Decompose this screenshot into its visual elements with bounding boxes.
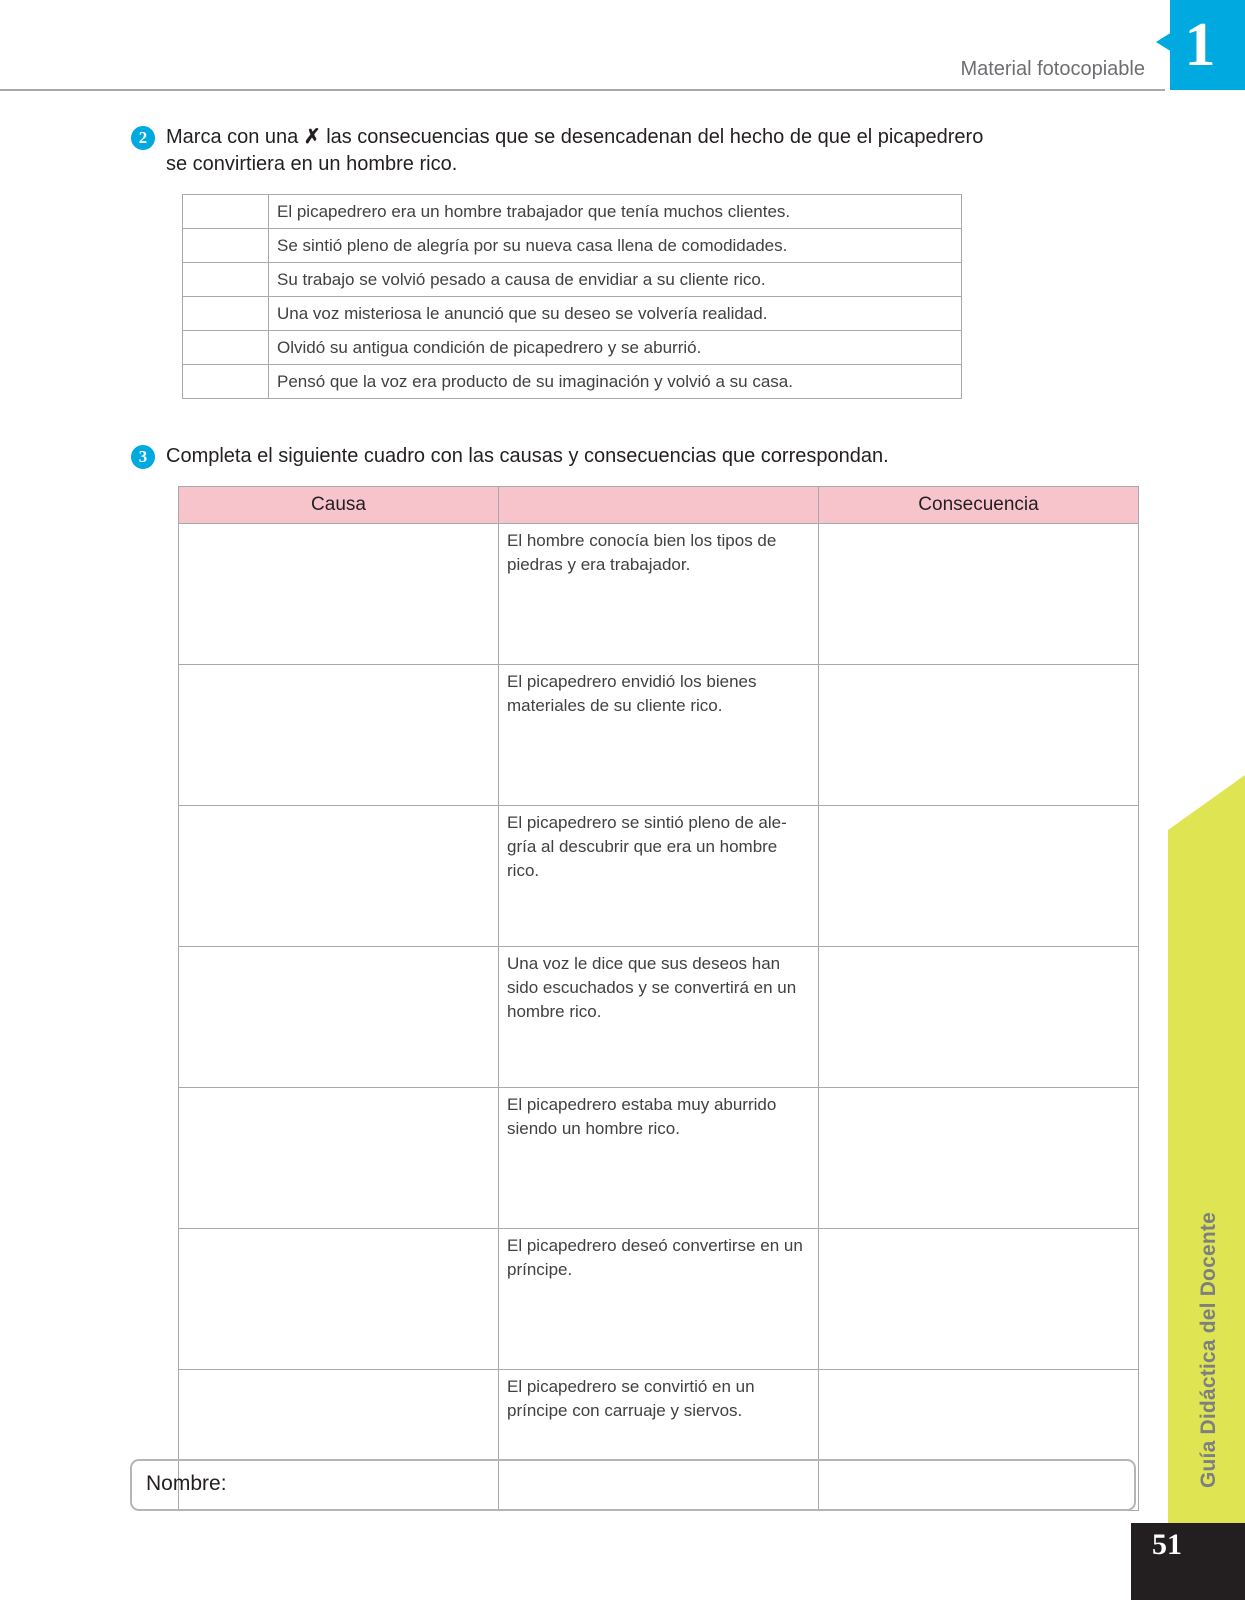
instruction-text-line2: se convirtiera en un hombre rico. xyxy=(166,153,458,175)
table-header-row xyxy=(179,487,1139,524)
checklist-row xyxy=(183,331,962,365)
checklist-text: El picapedrero era un hombre trabajador que tenía muchos clientes. xyxy=(269,195,962,229)
cause-cell[interactable] xyxy=(179,524,499,665)
header-cause: Causa xyxy=(179,487,499,524)
activity-3-badge: 3 xyxy=(131,445,155,469)
event-cell: El picapedrero se sintió pleno de ale-gría al descubrir que era un hombre rico. xyxy=(499,806,819,947)
guide-title: Guía Didáctica del Docente xyxy=(1197,1212,1220,1488)
cause-cell[interactable] xyxy=(179,806,499,947)
table-row xyxy=(179,1229,1139,1370)
header-label: Material fotocopiable xyxy=(960,58,1145,80)
activity-2-instruction xyxy=(166,124,986,178)
checklist-row xyxy=(183,365,962,399)
checklist-row xyxy=(183,263,962,297)
header-consequence: Consecuencia xyxy=(819,487,1139,524)
consequence-cell[interactable] xyxy=(819,1229,1139,1370)
checklist-text: Se sintió pleno de alegría por su nueva casa llena de comodidades. xyxy=(269,229,962,263)
check-box[interactable] xyxy=(183,297,269,331)
checklist-text: Pensó que la voz era producto de su imaginación y volvió a su casa. xyxy=(269,365,962,399)
event-cell: El picapedrero deseó convertirse en un príncipe. xyxy=(499,1229,819,1370)
check-box[interactable] xyxy=(183,331,269,365)
cause-cell[interactable] xyxy=(179,1088,499,1229)
consequences-checklist xyxy=(182,194,962,399)
consequence-cell[interactable] xyxy=(819,947,1139,1088)
check-box[interactable] xyxy=(183,195,269,229)
name-label: Nombre: xyxy=(146,1472,227,1495)
cause-cell[interactable] xyxy=(179,665,499,806)
event-cell: El picapedrero se convirtió en un príncipe con carruaje y siervos. xyxy=(499,1370,819,1511)
instruction-text-line1: las consecuencias que se desencadenan del hecho de que el picapedrero xyxy=(326,126,984,148)
cause-cell[interactable] xyxy=(179,1229,499,1370)
consequence-cell[interactable] xyxy=(819,665,1139,806)
header-middle xyxy=(499,487,819,524)
check-box[interactable] xyxy=(183,365,269,399)
checklist-row xyxy=(183,195,962,229)
event-cell: Una voz le dice que sus deseos han sido escuchados y se convertirá en un hombre rico. xyxy=(499,947,819,1088)
cause-cell[interactable] xyxy=(179,947,499,1088)
event-cell: El hombre conocía bien los tipos de piedras y era trabajador. xyxy=(499,524,819,665)
checklist-row xyxy=(183,297,962,331)
page-number: 51 xyxy=(1152,1528,1182,1561)
table-row xyxy=(179,1088,1139,1229)
checklist-text: Una voz misteriosa le anunció que su deseo se volvería realidad. xyxy=(269,297,962,331)
name-field[interactable] xyxy=(130,1459,1136,1511)
table-row xyxy=(179,665,1139,806)
table-row xyxy=(179,524,1139,665)
check-box[interactable] xyxy=(183,229,269,263)
consequence-cell[interactable] xyxy=(819,806,1139,947)
consequence-cell[interactable] xyxy=(819,524,1139,665)
consequence-cell[interactable] xyxy=(819,1088,1139,1229)
cause-consequence-table xyxy=(178,486,1139,1511)
instruction-text-start: Marca con una xyxy=(166,126,299,148)
event-cell: El picapedrero estaba muy aburrido siendo un hombre rico. xyxy=(499,1088,819,1229)
checklist-row xyxy=(183,229,962,263)
check-box[interactable] xyxy=(183,263,269,297)
activity-2-badge: 2 xyxy=(131,126,155,150)
event-cell: El picapedrero envidió los bienes materiales de su cliente rico. xyxy=(499,665,819,806)
chapter-number: 1 xyxy=(1184,11,1216,79)
checklist-text: Su trabajo se volvió pesado a causa de envidiar a su cliente rico. xyxy=(269,263,962,297)
table-row xyxy=(179,806,1139,947)
x-mark-icon: ✗ xyxy=(303,126,321,148)
activity-3-instruction: Completa el siguiente cuadro con las causas y consecuencias que correspondan. xyxy=(166,445,889,467)
checklist-text: Olvidó su antigua condición de picapedrero y se aburrió. xyxy=(269,331,962,365)
header-divider xyxy=(0,89,1165,91)
table-row xyxy=(179,947,1139,1088)
